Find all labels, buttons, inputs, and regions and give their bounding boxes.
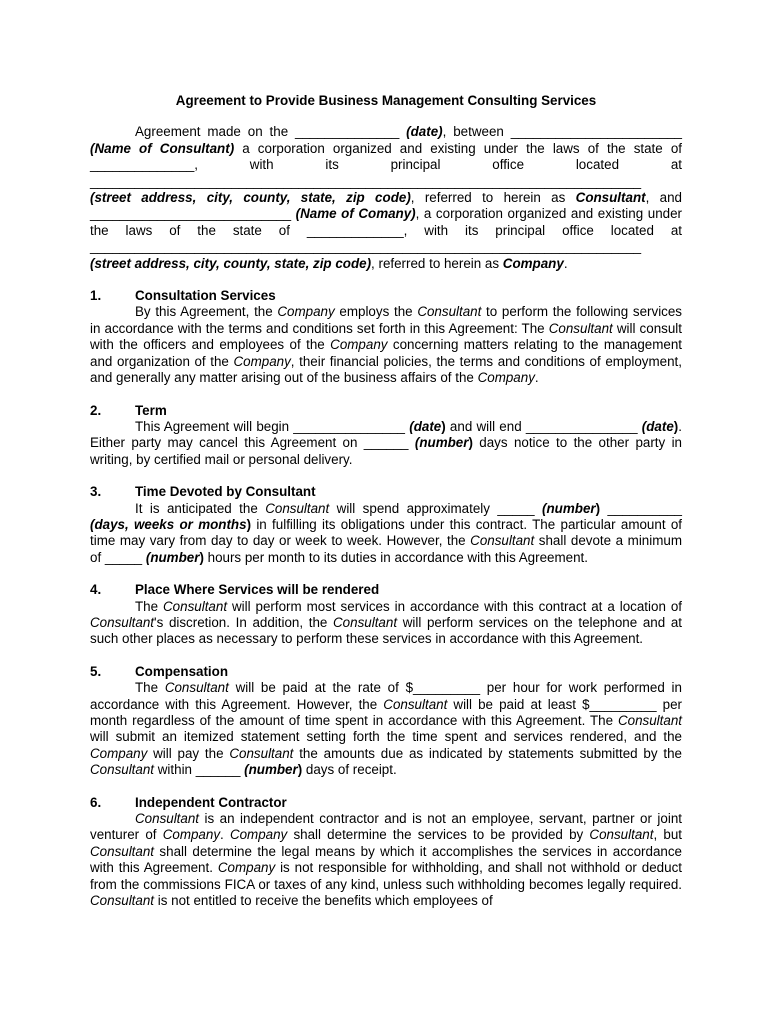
term-consultant: Consultant (90, 843, 155, 859)
text: . (220, 827, 230, 843)
term-consultant: Consultant (548, 320, 613, 336)
section-2 (90, 403, 682, 469)
intro-paragraph (90, 124, 682, 272)
text: is not responsible for withholding, and shall not withhold or deduct from the commissions FICA or taxes of any kind, unless such withholding becomes legally required. (90, 860, 682, 892)
placeholder-address: (street address, city, county, state, zip code) (90, 190, 411, 206)
section-1 (90, 288, 682, 386)
text: This Agreement will begin _______________ (135, 418, 410, 434)
section-number: 1. (90, 288, 102, 304)
term-company: Company (330, 337, 388, 353)
text: to perform the following services in accordance with the terms and conditions set forth in this Agreement: The (90, 304, 683, 336)
term-consultant: Consultant (164, 680, 229, 696)
section-paragraph (90, 680, 682, 778)
text: shall determine the services to be provided by (287, 827, 590, 843)
text: days notice to the other party in writing, by certified mail or personal delivery. (90, 435, 682, 467)
text: shall determine the legal means by which it accomplishes the services in accordance with this Agreement. (90, 843, 682, 876)
term-company: Company (277, 304, 335, 320)
term-consultant: Consultant (135, 811, 200, 827)
text: within ______ (154, 762, 245, 778)
section-paragraph (90, 304, 682, 386)
placeholder-date: (date) (406, 124, 443, 140)
text: will perform services on the telephone and at such other places as necessary to perform these services in accordance with this Agreement. (90, 614, 682, 647)
section-heading (90, 582, 682, 598)
text: is not entitled to receive the benefits which employees of (154, 893, 493, 909)
text: and will end _______________ (445, 418, 642, 434)
intro-text: , and ___________________________ (90, 190, 682, 222)
section-paragraph (90, 501, 682, 567)
section-paragraph (90, 811, 682, 909)
section-paragraph (90, 599, 682, 648)
paren-close: ) (441, 418, 446, 434)
intro-text: Agreement made on the ______________ (135, 124, 407, 140)
text: . Either party may cancel this Agreement on ______ (90, 418, 682, 451)
intro-text: , referred to herein as (410, 190, 576, 206)
text: The (135, 598, 164, 614)
term-company: Company (217, 860, 276, 876)
term-consultant: Consultant (90, 614, 155, 630)
term-consultant: Consultant (617, 713, 682, 728)
paren-close: ) (297, 762, 303, 778)
term-company: Company (90, 745, 148, 761)
section-number: 5. (90, 663, 102, 679)
text: 's discretion. In addition, the (154, 614, 334, 630)
text: hours per month to its duties in accordance with this Agreement. (203, 549, 588, 565)
placeholder-date: (date (641, 418, 674, 434)
paren-close: ) (246, 516, 252, 532)
section-title: Term (135, 402, 167, 418)
section-heading (90, 664, 682, 680)
section-3 (90, 484, 682, 566)
text: will be paid at least $_________ per month regardless of the amount of time spent in accordance with this Agreement. The (90, 696, 682, 728)
defined-term-consultant: Consultant (575, 190, 646, 206)
paren-close: ) (595, 500, 601, 516)
section-title: Independent Contractor (135, 794, 287, 810)
section-heading (90, 288, 682, 304)
intro-text: . (563, 255, 568, 271)
text: will consult with the officers and employees of the (90, 320, 682, 353)
text: will pay the (147, 745, 230, 761)
document-title: Agreement to Provide Business Management Consulting Services (175, 93, 597, 108)
placeholder-number: (number (414, 435, 469, 451)
section-heading (90, 484, 682, 500)
section-5 (90, 664, 682, 779)
text: will spend approximately _____ (329, 500, 543, 516)
text: the amounts due as indicated by statements submitted by the (293, 745, 682, 761)
text: By this Agreement, the (135, 304, 278, 320)
placeholder-consultant-name: (Name of Consultant) (90, 140, 235, 156)
term-company: Company (233, 353, 291, 369)
text: will perform most services in accordance with this contract at a location of (227, 598, 682, 614)
text: employs the (334, 304, 418, 320)
section-title: Place Where Services will be rendered (135, 582, 380, 598)
placeholder-date: (date (409, 418, 442, 434)
placeholder-address: (street address, city, county, state, zip code) (90, 255, 372, 271)
text: , their financial policies, the terms and conditions of employment, and generally any matter arising out of the business affairs of the (90, 353, 682, 386)
section-number: 3. (90, 484, 102, 500)
text: The (135, 680, 165, 696)
term-consultant: Consultant (333, 614, 398, 630)
text: will be paid at the rate of $_________ per hour for work performed in accordance with this Agreement. However, the (90, 680, 682, 712)
section-4 (90, 582, 682, 648)
section-title: Compensation (135, 663, 228, 679)
defined-term-company: Company (502, 255, 564, 271)
term-consultant: Consultant (90, 762, 155, 778)
placeholder-period: (days, weeks or months (90, 516, 247, 532)
term-consultant: Consultant (265, 500, 330, 516)
text: shall devote a minimum of _____ (90, 533, 682, 565)
paren-close: ) (468, 435, 473, 451)
text: , but (653, 827, 682, 843)
text: It is anticipated the (135, 500, 266, 516)
section-heading (90, 795, 682, 811)
term-consultant: Consultant (383, 696, 448, 712)
intro-text: , a corporation organized and existing under the laws of the state of _____________, with its principal office located at __________________________________________________________________________ (90, 206, 682, 255)
term-consultant: Consultant (229, 745, 294, 761)
placeholder-number: (number (145, 549, 200, 565)
placeholder-company-name: (Name of Comany) (295, 206, 416, 222)
text: in fulfilling its obligations under this contract. The particular amount of time may vary from day to day or week to week. However, the (90, 516, 683, 549)
document-body (90, 93, 682, 909)
term-company: Company (477, 370, 535, 386)
placeholder-number: (number (542, 500, 596, 516)
term-consultant: Consultant (470, 533, 535, 549)
text: is an independent contractor and is not an employee, servant, partner or joint venturer of (90, 811, 682, 843)
term-company: Company (229, 827, 288, 843)
section-paragraph (90, 419, 682, 468)
paren-close: ) (199, 549, 204, 565)
intro-text: , referred to herein as (371, 255, 503, 271)
text: concerning matters relating to the management and organization of the (90, 337, 682, 369)
text: days of receipt. (302, 762, 397, 778)
text: __________ (600, 500, 682, 516)
section-number: 2. (90, 402, 102, 418)
term-consultant: Consultant (163, 598, 228, 614)
paren-close: ) (673, 418, 679, 434)
term-consultant: Consultant (589, 827, 654, 843)
section-number: 6. (90, 794, 102, 810)
intro-text: , between _______________________ (442, 124, 682, 140)
placeholder-number: (number (244, 762, 298, 778)
text: will submit an itemized statement setting forth the time spent and services rendered, and the (90, 729, 682, 745)
section-6 (90, 795, 682, 910)
term-consultant: Consultant (90, 893, 155, 909)
section-title: Time Devoted by Consultant (135, 484, 316, 500)
section-title: Consultation Services (135, 288, 276, 304)
term-company: Company (162, 827, 221, 843)
text: . (534, 370, 539, 386)
section-number: 4. (90, 582, 102, 598)
section-heading (90, 403, 682, 419)
term-consultant: Consultant (417, 304, 482, 320)
intro-text: a corporation organized and existing under the laws of the state of ______________, with its principal office located at __________________________________________________________________________ (90, 140, 682, 189)
